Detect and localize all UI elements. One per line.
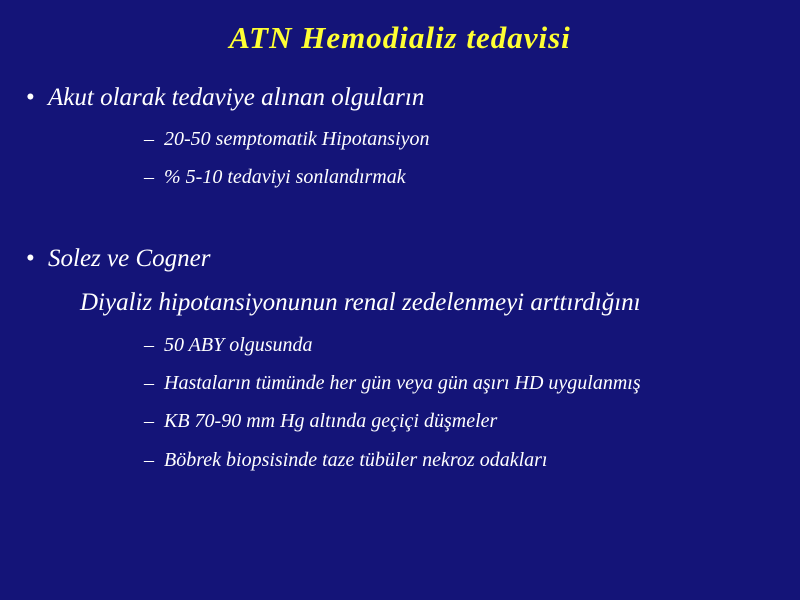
bullet-item-acute [26,84,424,112]
dash-icon: – [144,128,154,150]
subitem-blood-pressure [144,410,497,433]
dash-icon: – [144,410,154,432]
dash-icon: – [144,372,154,394]
bullet-text: Solez ve Cogner [48,245,211,272]
subitem-text: % 5-10 tedaviyi sonlandırmak [164,166,406,188]
subitem-termination [144,166,406,189]
subitem-text: 20-50 semptomatik Hipotansiyon [164,128,430,150]
subitem-patients [144,372,641,395]
bullet-continuation: Diyaliz hipotansiyonunun renal zedelenmeyi arttırdığını [80,289,641,316]
dash-icon: – [144,449,154,471]
subitem-biopsy [144,449,547,472]
subitem-text: Böbrek biopsisinde taze tübüler nekroz odakları [164,449,548,471]
subitem-text: 50 ABY olgusunda [164,334,313,356]
slide-title: ATN Hemodializ tedavisi [229,20,571,55]
bullet-item-solez [26,245,210,273]
subitem-text: Hastaların tümünde her gün veya gün aşırı HD uygulanmış [164,372,641,394]
dash-icon: – [144,334,154,356]
dash-icon: – [144,166,154,188]
bullet-icon: • [26,245,35,272]
subitem-cases [144,334,313,357]
bullet-text: Akut olarak tedaviye alınan olguların [48,84,425,111]
subitem-text: KB 70-90 mm Hg altında geçiçi düşmeler [164,410,498,432]
subitem-hypotension [144,128,430,151]
bullet-icon: • [26,84,35,111]
